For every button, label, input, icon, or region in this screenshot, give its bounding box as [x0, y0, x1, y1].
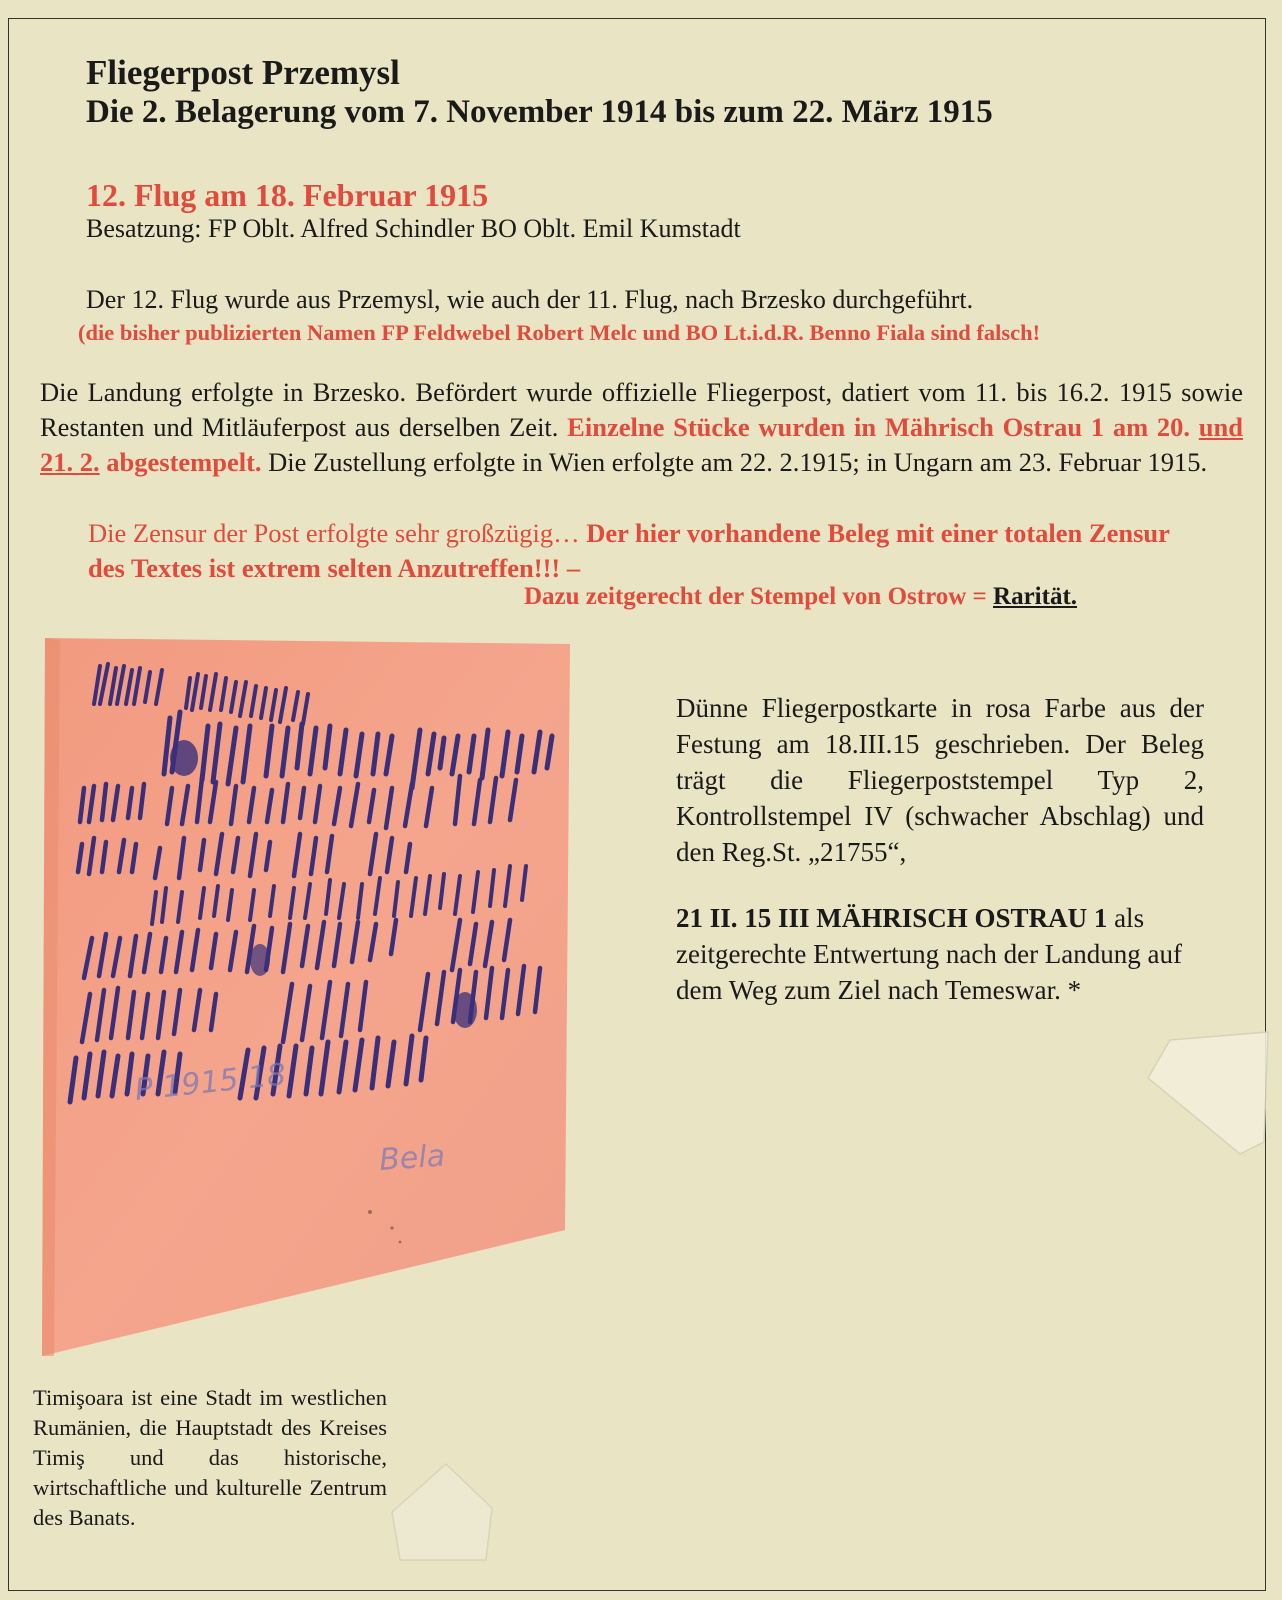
postcard-image — [40, 638, 580, 1358]
footnote: Timişoara ist eine Stadt im westlichen Rumänien, die Hauptstadt des Kreises Timiş und das historische, wirtschaftliche und kulturelle Zentrum des Banats. — [33, 1385, 387, 1530]
card-description: Dünne Fliegerpostkarte in rosa Farbe aus der Festung am 18.III.15 geschrieben. Der Beleg trägt die Fliegerpoststempel Typ 2, Kontrollstempel IV (schwacher Abschlag) und den Reg.St. „21755“, — [676, 693, 1204, 867]
landing-text-5: Die Zustellung erfolgte in Wien erfolgte am 22. 2.1915; in Ungarn am 23. Februar 1915. — [261, 447, 1208, 477]
censorship-normal: Die Zensur der Post erfolgte sehr großzügig… — [88, 518, 587, 548]
landing-underlined: und 21. 2. — [40, 412, 1243, 477]
crew-line: Besatzung: FP Oblt. Alfred Schindler BO Oblt. Emil Kumstadt — [86, 214, 741, 243]
pencil-signature: Bela — [378, 1138, 447, 1178]
intro-line: Der 12. Flug wurde aus Przemysl, wie auch der 11. Flug, nach Brzesko durchgeführt. — [86, 285, 974, 314]
page-title: Fliegerpost Przemysl — [86, 53, 400, 92]
flight-heading: 12. Flug am 18. Februar 1915 — [86, 177, 489, 213]
ostrow-text: Dazu zeitgerecht der Stempel von Ostrow = — [524, 583, 994, 610]
pencil-note: P 1915 18 — [133, 1057, 288, 1108]
postcard-body — [42, 638, 570, 1356]
correction-note: (die bisher publizierten Namen FP Feldwebel Robert Melc und BO Lt.i.d.R. Benno Fiala sind falsch! — [78, 320, 1041, 345]
mount-corner-left — [386, 1456, 496, 1566]
censorship-paragraph — [88, 516, 1188, 586]
cancel-rest-text: als zeitgerechte Entwertung nach der Landung auf dem Weg zum Ziel nach Temeswar. * — [676, 903, 1183, 1005]
cancel-stamp-text: 21 II. 15 III MÄHRISCH OSTRAU 1 — [676, 903, 1108, 933]
censorship-bold: Der hier vorhandene Beleg mit einer totalen Zensur des Textes ist extrem selten Anzutreffen!!! – — [88, 518, 1170, 583]
page-subtitle: Die 2. Belagerung vom 7. November 1914 bis zum 22. März 1915 — [86, 94, 993, 130]
raritaet-label: Rarität. — [993, 583, 1078, 610]
landing-text-1: Die Landung erfolgte in Brzesko. Befördert wurde offizielle Fliegerpost, datiert vom 11. bis 16.2. 1915 sowie Restanten und Mitläuferpost aus derselben Zeit. — [40, 377, 1243, 442]
cancel-description — [676, 900, 1204, 1008]
landing-paragraph — [40, 375, 1243, 480]
ostrow-note — [524, 583, 1077, 611]
postcard-svg — [40, 638, 580, 1358]
landing-text-2: Einzelne Stücke wurden in Mährisch Ostrau 1 am 20. — [567, 412, 1199, 442]
landing-text-4: abgestempelt. — [99, 447, 262, 477]
mount-corner-right — [1140, 1030, 1270, 1160]
